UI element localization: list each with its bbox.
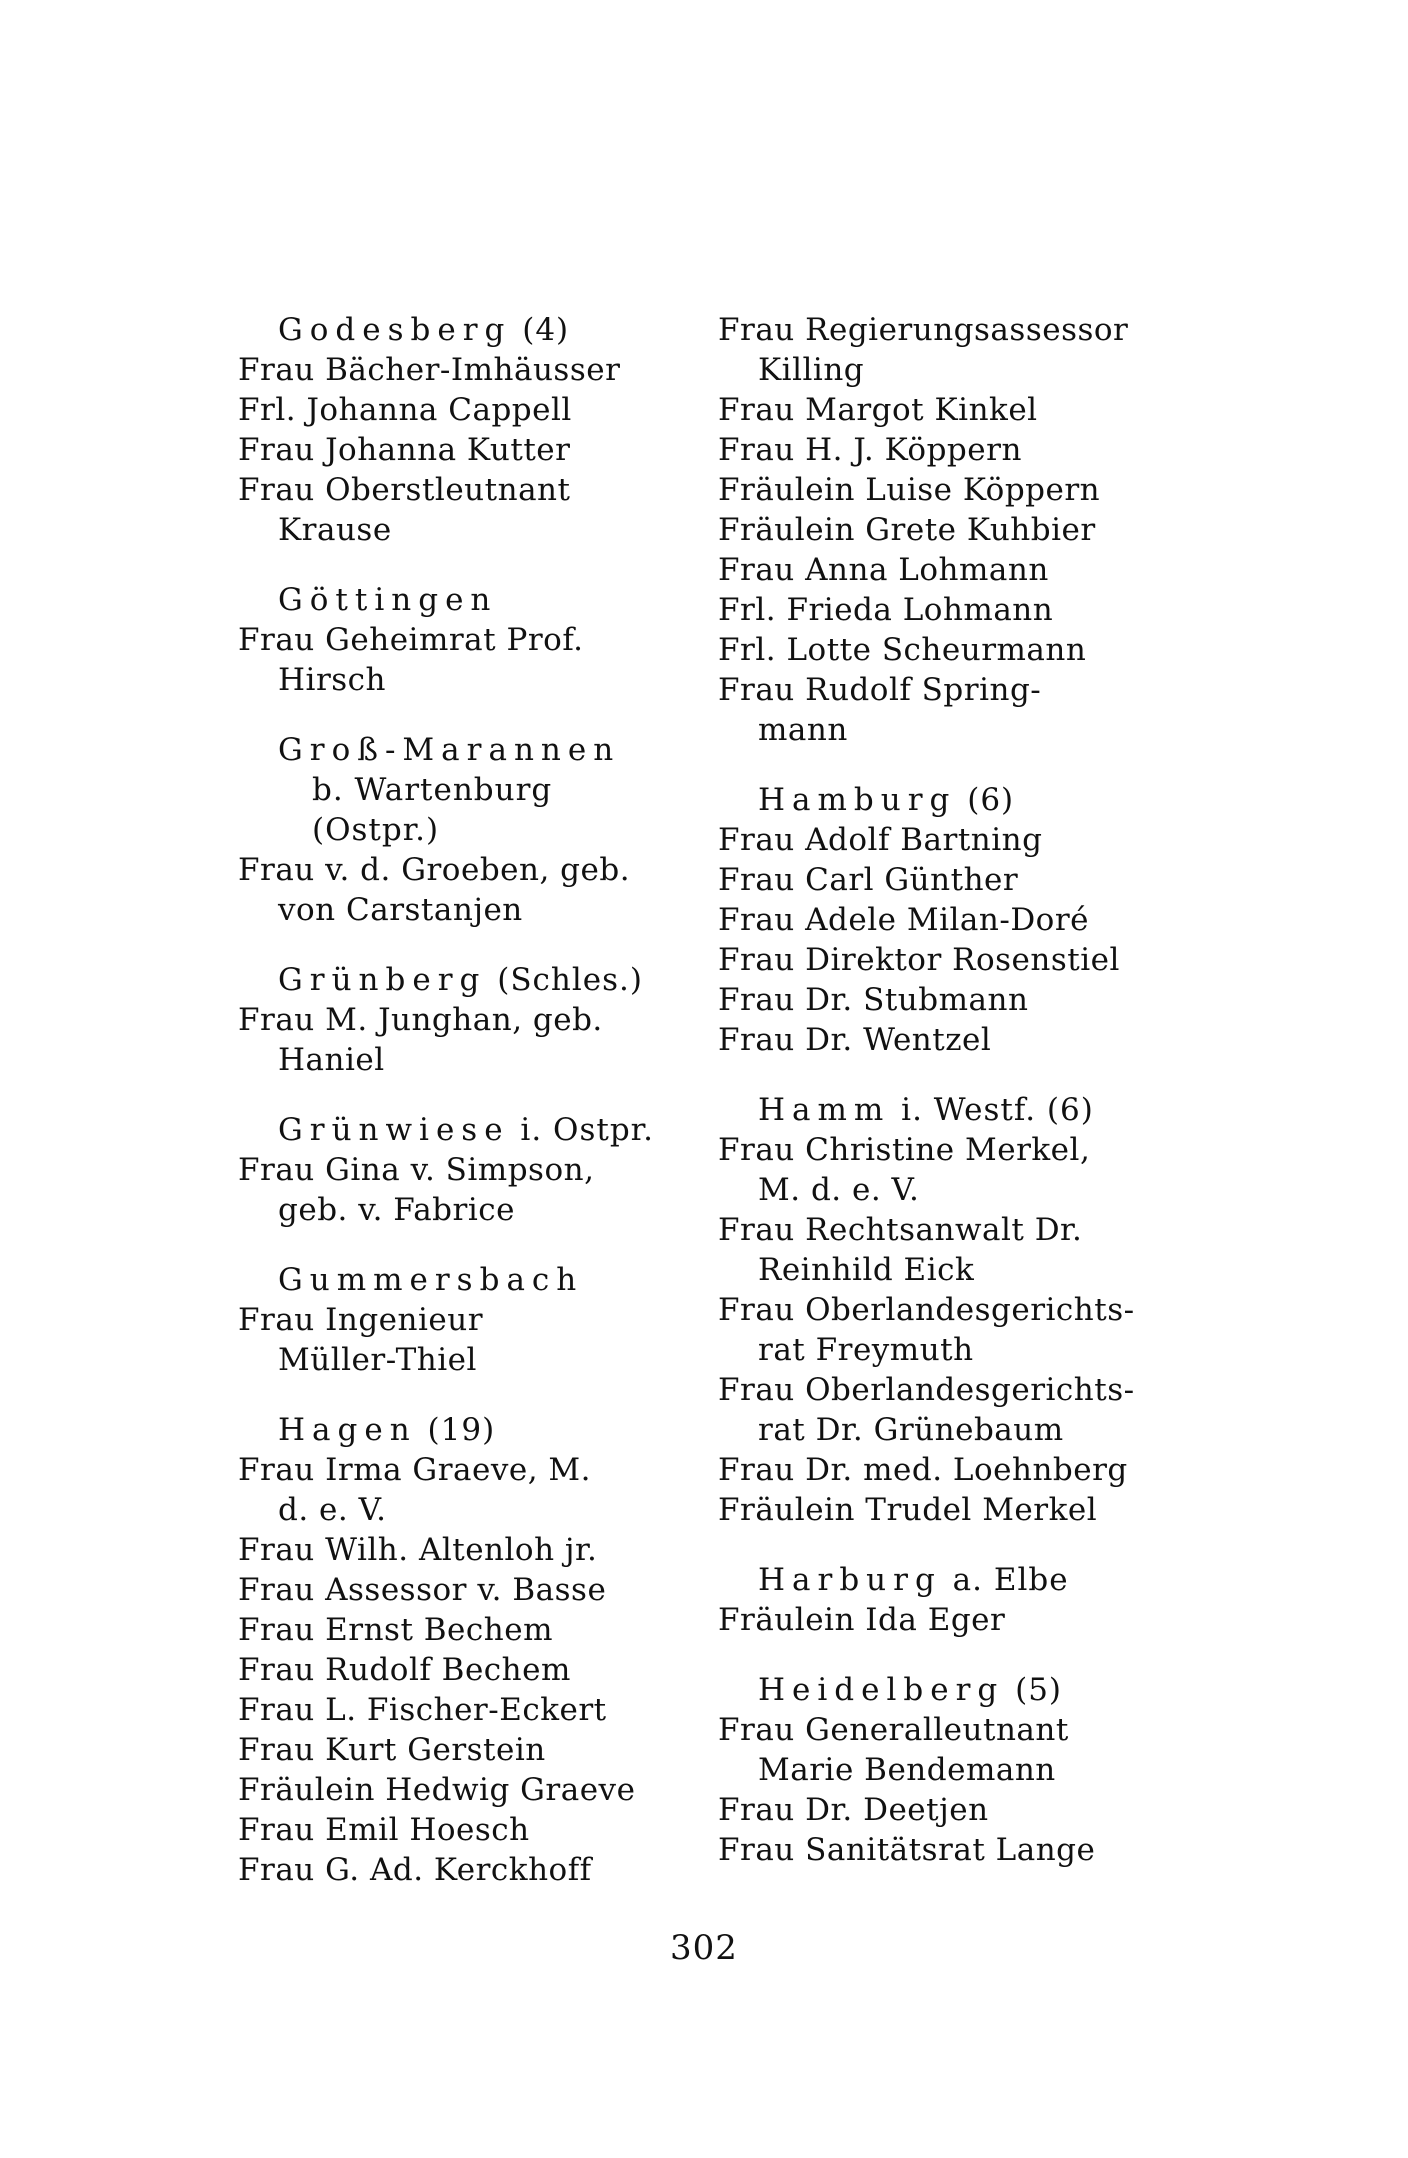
- place-heading: [718, 780, 1188, 820]
- member-name: Frl. Johanna Cappell: [238, 392, 572, 428]
- member-entry: [238, 620, 708, 700]
- place-section: [718, 1560, 1188, 1640]
- member-name: Frau Johanna Kutter: [238, 432, 571, 468]
- member-name: Frau G. Ad. Kerckhoff: [238, 1852, 592, 1888]
- member-name-continuation: Marie Bendemann: [758, 1752, 1056, 1788]
- member-entry: [718, 1830, 1188, 1870]
- place-qualifier: i. Ostpr.: [509, 1112, 654, 1148]
- member-name: Frau Ingenieur: [238, 1302, 484, 1338]
- place-qualifier: i. Westf. (6): [890, 1092, 1094, 1128]
- place-name: Grünwiese: [278, 1112, 510, 1148]
- member-name: Frau Dr. med. Loehnberg: [718, 1452, 1128, 1488]
- member-entry: [238, 430, 708, 470]
- member-entry: [718, 1490, 1188, 1530]
- member-name: Frau Margot Kinkel: [718, 392, 1038, 428]
- member-entry: [718, 670, 1188, 750]
- member-name: Frau M. Junghan, geb.: [238, 1002, 603, 1038]
- member-name-continuation: mann: [758, 712, 848, 748]
- member-name: Frau Anna Lohmann: [718, 552, 1049, 588]
- place-section: [238, 1110, 708, 1230]
- member-name: Frau Wilh. Altenloh jr.: [238, 1532, 598, 1568]
- place-qualifier: (Schles.): [486, 962, 644, 998]
- member-entry: [718, 1370, 1188, 1450]
- place-name: Heidelberg: [758, 1672, 1005, 1708]
- member-name: Frau Carl Günther: [718, 862, 1019, 898]
- member-name-continuation: M. d. e. V.: [758, 1172, 920, 1208]
- place-section: [238, 1410, 708, 1890]
- member-entry: [238, 1450, 708, 1530]
- place-section: [718, 1670, 1188, 1870]
- member-name-continuation: von Carstanjen: [278, 892, 523, 928]
- place-heading: [238, 1260, 708, 1300]
- member-name: Frau Emil Hoesch: [238, 1812, 530, 1848]
- member-entry: [238, 470, 708, 550]
- member-name: Frau Regierungsassessor: [718, 312, 1129, 348]
- place-heading: [238, 960, 708, 1000]
- member-name: Frau Oberlandesgerichts-: [718, 1372, 1135, 1408]
- member-name: Frau Gina v. Simpson,: [238, 1152, 595, 1188]
- place-qualifier: a. Elbe: [941, 1562, 1069, 1598]
- member-name: Frau Adolf Bartning: [718, 822, 1043, 858]
- member-entry: [238, 1610, 708, 1650]
- member-entry: [238, 1650, 708, 1690]
- member-entry: [238, 1690, 708, 1730]
- member-name-continuation: Reinhild Eick: [758, 1252, 975, 1288]
- member-entry: [718, 1710, 1188, 1790]
- member-entry: [718, 940, 1188, 980]
- place-name: Hagen: [278, 1412, 417, 1448]
- member-name: Frau Rudolf Spring-: [718, 672, 1042, 708]
- member-name-continuation: Krause: [278, 512, 392, 548]
- place-name: Hamm: [758, 1092, 891, 1128]
- member-name: Frau Rechtsanwalt Dr.: [718, 1212, 1083, 1248]
- member-entry: [718, 590, 1188, 630]
- member-entry: [718, 630, 1188, 670]
- place-name: Harburg: [758, 1562, 942, 1598]
- place-subheading: b. Wartenburg: [312, 772, 553, 808]
- member-name: Frau Dr. Wentzel: [718, 1022, 992, 1058]
- place-heading: [238, 310, 708, 350]
- member-name: Frau v. d. Groeben, geb.: [238, 852, 631, 888]
- place-section: [718, 780, 1188, 1060]
- place-name: Groß-Marannen: [278, 732, 621, 768]
- place-heading: [238, 1110, 708, 1150]
- page-number: 302: [670, 1928, 738, 1968]
- member-name-continuation: d. e. V.: [278, 1492, 387, 1528]
- member-name: Fräulein Luise Köppern: [718, 472, 1101, 508]
- member-entry: [718, 980, 1188, 1020]
- member-name-continuation: Müller-Thiel: [278, 1342, 477, 1378]
- member-name-continuation: Hirsch: [278, 662, 387, 698]
- member-name: Frau Generalleutnant: [718, 1712, 1069, 1748]
- member-name: Frl. Lotte Scheurmann: [718, 632, 1087, 668]
- member-entry: [718, 1130, 1188, 1210]
- member-name: Frau Adele Milan-Doré: [718, 902, 1089, 938]
- member-entry: [718, 1600, 1188, 1640]
- member-entry: [718, 470, 1188, 510]
- member-name: Frau L. Fischer-Eckert: [238, 1692, 607, 1728]
- place-section: [238, 580, 708, 700]
- member-name-continuation: rat Freymuth: [758, 1332, 974, 1368]
- member-name-continuation: rat Dr. Grünebaum: [758, 1412, 1064, 1448]
- place-name: Grünberg: [278, 962, 487, 998]
- member-name: Frau Irma Graeve, M.: [238, 1452, 591, 1488]
- place-section: [238, 730, 708, 930]
- member-name: Frau Direktor Rosenstiel: [718, 942, 1120, 978]
- place-qualifier: (6): [956, 782, 1015, 818]
- member-entry: [718, 900, 1188, 940]
- member-name: Frau Christine Merkel,: [718, 1132, 1091, 1168]
- member-entry: [718, 390, 1188, 430]
- member-entry: [718, 550, 1188, 590]
- member-name: Frau Ernst Bechem: [238, 1612, 553, 1648]
- member-entry: [718, 860, 1188, 900]
- member-name: Frau Sanitätsrat Lange: [718, 1832, 1096, 1868]
- member-name: Fräulein Ida Eger: [718, 1602, 1006, 1638]
- member-name: Frau Dr. Deetjen: [718, 1792, 989, 1828]
- place-heading: [718, 1670, 1188, 1710]
- member-entry: [238, 1530, 708, 1570]
- member-name: Frau Kurt Gerstein: [238, 1732, 546, 1768]
- place-qualifier: (5): [1004, 1672, 1063, 1708]
- member-name-continuation: geb. v. Fabrice: [278, 1192, 515, 1228]
- member-entry: [718, 1020, 1188, 1060]
- place-heading: [238, 580, 708, 620]
- member-name: Frau Oberstleutnant: [238, 472, 571, 508]
- member-name: Frau Bächer-Imhäusser: [238, 352, 621, 388]
- member-entry: [718, 430, 1188, 470]
- member-name: Fräulein Grete Kuhbier: [718, 512, 1096, 548]
- place-qualifier: (19): [416, 1412, 496, 1448]
- member-name: Fräulein Trudel Merkel: [718, 1492, 1098, 1528]
- place-name: Hamburg: [758, 782, 957, 818]
- member-name-continuation: Haniel: [278, 1042, 385, 1078]
- place-section: [238, 310, 708, 550]
- place-name: Göttingen: [278, 582, 498, 618]
- place-section: [718, 1090, 1188, 1530]
- member-name: Frau Oberlandesgerichts-: [718, 1292, 1135, 1328]
- member-entry: [718, 1210, 1188, 1290]
- member-entry: [238, 1570, 708, 1610]
- place-heading: [238, 1410, 708, 1450]
- right-column: [718, 310, 1188, 1900]
- place-section: [238, 1260, 708, 1380]
- member-name: Frl. Frieda Lohmann: [718, 592, 1054, 628]
- place-name: Gummersbach: [278, 1262, 584, 1298]
- place-heading: [718, 1560, 1188, 1600]
- member-name: Frau Assessor v. Basse: [238, 1572, 607, 1608]
- member-name: Frau Rudolf Bechem: [238, 1652, 571, 1688]
- member-entry: [718, 510, 1188, 550]
- place-heading: [718, 1090, 1188, 1130]
- member-entry: [238, 1770, 708, 1810]
- place-section: [718, 310, 1188, 750]
- member-entry: [718, 1450, 1188, 1490]
- member-entry: [238, 1850, 708, 1890]
- member-entry: [238, 850, 708, 930]
- member-name-continuation: Killing: [758, 352, 865, 388]
- place-qualifier: (4): [511, 312, 570, 348]
- member-entry: [238, 1300, 708, 1380]
- member-entry: [238, 1000, 708, 1080]
- place-heading: [238, 730, 708, 770]
- member-entry: [718, 1790, 1188, 1830]
- member-entry: [238, 1810, 708, 1850]
- member-entry: [718, 1290, 1188, 1370]
- member-entry: [718, 820, 1188, 860]
- member-entry: [238, 390, 708, 430]
- member-name: Frau H. J. Köppern: [718, 432, 1022, 468]
- place-name: Godesberg: [278, 312, 512, 348]
- member-name: Frau Dr. Stubmann: [718, 982, 1029, 1018]
- member-entry: [718, 310, 1188, 390]
- member-entry: [238, 1730, 708, 1770]
- place-section: [238, 960, 708, 1080]
- member-entry: [238, 350, 708, 390]
- member-name: Fräulein Hedwig Graeve: [238, 1772, 636, 1808]
- left-column: [238, 310, 708, 1920]
- place-subheading: (Ostpr.): [312, 812, 440, 848]
- member-name: Frau Geheimrat Prof.: [238, 622, 584, 658]
- member-entry: [238, 1150, 708, 1230]
